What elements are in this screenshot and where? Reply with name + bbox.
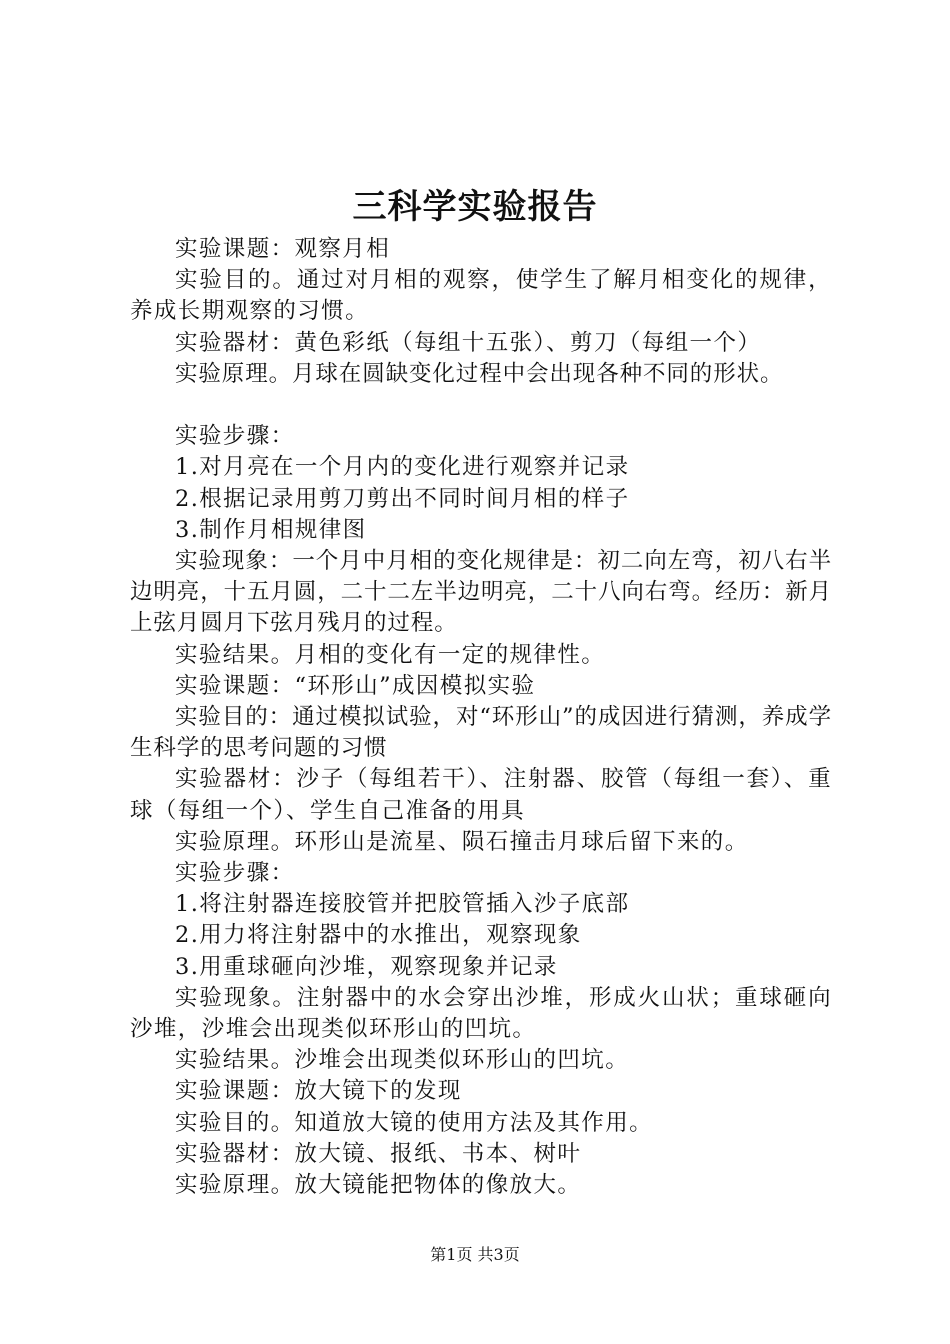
paragraph: 实验课题：观察月相 (175, 236, 391, 262)
paragraph: 实验目的。通过对月相的观察，使学生了解月相变化的规律，养成长期观察的习惯。 (130, 267, 832, 325)
paragraph: 实验结果。沙堆会出现类似环形山的凹坑。 (175, 1047, 630, 1074)
paragraph: 3.制作月相规律图 (175, 516, 367, 543)
paragraph: 实验器材：放大镜、报纸、书本、树叶 (175, 1140, 582, 1167)
paragraph: 实验结果。月相的变化有一定的规律性。 (175, 641, 606, 668)
paragraph: 实验课题：放大镜下的发现 (175, 1078, 462, 1105)
paragraph: 1.将注射器连接胶管并把胶管插入沙子底部 (175, 891, 630, 918)
page-footer: 第1页 共3页 (430, 1245, 520, 1264)
paragraph: 实验原理。放大镜能把物体的像放大。 (175, 1172, 582, 1199)
paragraph: 实验现象：一个月中月相的变化规律是：初二向左弯，初八右半边明亮，十五月圆，二十二左半边明亮，二十八向右弯。经历：新月上弦月圆月下弦月残月的过程。 (130, 548, 833, 637)
paragraph: 1.对月亮在一个月内的变化进行观察并记录 (175, 454, 630, 481)
paragraph: 实验课题：“环形山”成因模拟实验 (175, 672, 536, 699)
paragraph: 实验现象。注射器中的水会穿出沙堆，形成火山状；重球砸向沙堆，沙堆会出现类似环形山的凹坑。 (130, 984, 832, 1043)
paragraph: 2.根据记录用剪刀剪出不同时间月相的样子 (175, 485, 630, 512)
blank-line (130, 390, 832, 421)
paragraph: 2.用力将注射器中的水推出，观察现象 (175, 922, 582, 949)
paragraph: 3.用重球砸向沙堆，观察现象并记录 (175, 953, 558, 980)
paragraph: 实验原理。月球在圆缺变化过程中会出现各种不同的形状。 (175, 360, 784, 387)
paragraph: 实验目的：通过模拟试验，对“环形山”的成因进行猜测，养成学生科学的思考问题的习惯 (130, 704, 832, 762)
paragraph: 实验原理。环形山是流星、陨石撞击月球后留下来的。 (175, 828, 749, 855)
paragraph: 实验步骤： (175, 423, 295, 450)
document-title: 三科学实验报告 (352, 187, 598, 227)
paragraph: 实验目的。知道放大镜的使用方法及其作用。 (175, 1109, 654, 1136)
paragraph: 实验器材：沙子（每组若干）、注射器、胶管（每组一套）、重球（每组一个）、学生自己准备的用具 (130, 766, 832, 824)
paragraph: 实验器材：黄色彩纸（每组十五张）、剪刀（每组一个） (175, 329, 762, 356)
document-body (130, 234, 832, 1201)
paragraph: 实验步骤： (175, 860, 295, 887)
